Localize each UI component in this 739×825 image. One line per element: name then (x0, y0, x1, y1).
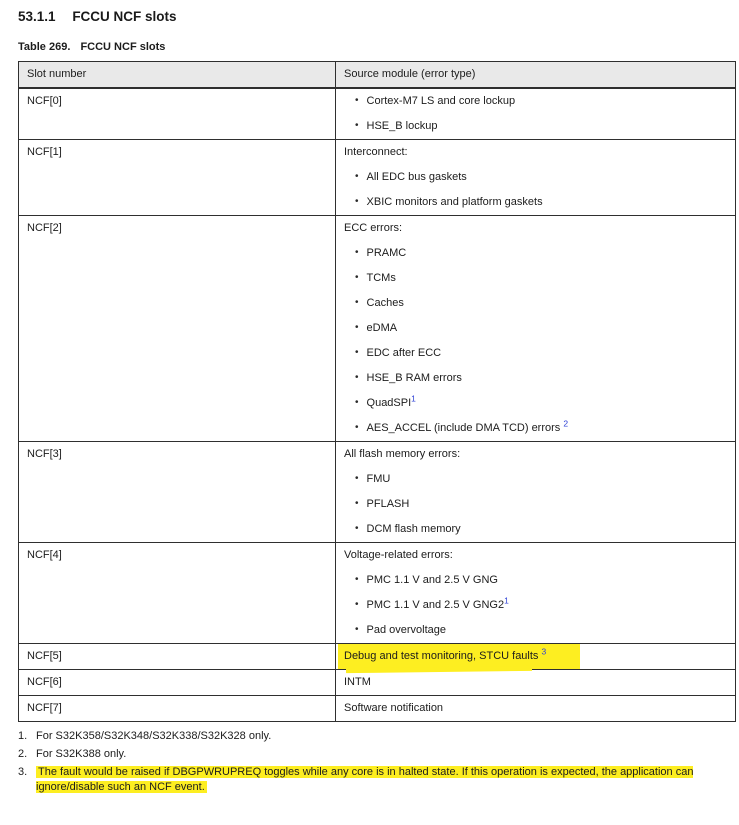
document-page (0, 9, 739, 825)
bullet-icon: • (355, 372, 359, 383)
slot-number-cell (19, 696, 336, 722)
slot-number-cell (19, 670, 336, 696)
list-item (344, 467, 727, 492)
bullet-icon: • (355, 171, 359, 182)
list-item (344, 568, 727, 593)
section-heading (18, 9, 739, 24)
source-module-cell (336, 696, 736, 722)
source-module-cell (336, 140, 736, 216)
list-item (344, 416, 727, 441)
source-module-cell (336, 442, 736, 543)
table-header-row (19, 62, 736, 89)
bullet-icon: • (355, 322, 359, 333)
list-item (344, 593, 727, 618)
source-module-list (344, 165, 727, 215)
list-item-text: Caches (366, 297, 404, 309)
list-item-text: DCM flash memory (366, 523, 461, 535)
list-item (344, 391, 727, 416)
source-module-cell (336, 543, 736, 644)
footnote-number: 1. (18, 730, 28, 742)
source-module-cell (336, 88, 736, 140)
list-item-text: HSE_B lockup (366, 120, 438, 132)
list-item-text: FMU (366, 473, 391, 485)
highlight-annotation: Debug and test monitoring, STCU faults $^3$ (338, 644, 580, 669)
bullet-icon: • (355, 473, 359, 484)
footnote (18, 729, 739, 744)
highlighted-footnote-text: The fault would be raised if DBGPWRUPREQ toggles while any core is in halted state. If this operation is expected, the application can ignore/disable such an NCF event. (36, 766, 694, 793)
bullet-icon: • (355, 120, 359, 131)
table-caption-label: Table 269. (18, 41, 71, 53)
bullet-icon: • (355, 574, 359, 585)
source-module-list (344, 241, 727, 441)
slot-number: NCF[1] (27, 146, 62, 158)
slot-number: NCF[2] (27, 222, 62, 234)
footnote-text (36, 765, 712, 795)
slot-number-cell (19, 88, 336, 140)
footnote (18, 765, 739, 795)
source-module-intro: All flash memory errors: (344, 448, 461, 460)
slot-number-cell (19, 644, 336, 670)
list-item-text: eDMA (366, 322, 398, 334)
slot-number-cell (19, 543, 336, 644)
list-item-text: Cortex-M7 LS and core lockup (366, 95, 516, 107)
list-item-text: Pad overvoltage (366, 624, 447, 636)
bullet-icon: • (355, 498, 359, 509)
bullet-icon: • (355, 347, 359, 358)
source-module-cell (336, 644, 736, 670)
source-module-intro: ECC errors: (344, 222, 403, 234)
list-item-text: TCMs (366, 272, 396, 284)
list-item-text: EDC after ECC (366, 347, 442, 359)
table-caption (18, 41, 739, 53)
list-item-text: All EDC bus gaskets (366, 171, 467, 183)
list-item (344, 366, 727, 391)
slot-number: NCF[0] (27, 95, 62, 107)
source-module-intro: INTM (344, 676, 371, 688)
footnote-text (36, 729, 712, 744)
source-module-intro: Voltage-related errors: (344, 549, 453, 561)
list-item (344, 114, 727, 139)
list-item (344, 517, 727, 542)
column-header-slot-number: Slot number (19, 62, 336, 89)
bullet-icon: • (355, 624, 359, 635)
slot-number: NCF[5] (27, 650, 62, 662)
footnote-ref[interactable]: 3 (541, 646, 547, 657)
footnote-ref[interactable]: 2 (563, 418, 569, 429)
footnotes (18, 729, 739, 795)
bullet-icon: • (355, 272, 359, 283)
list-item (344, 341, 727, 366)
list-item-text: XBIC monitors and platform gaskets (366, 196, 543, 208)
bullet-icon: • (355, 95, 359, 106)
bullet-icon: • (355, 196, 359, 207)
slot-number: NCF[3] (27, 448, 62, 460)
list-item (344, 89, 727, 114)
footnote-ref[interactable]: 1 (504, 595, 509, 606)
table-row (19, 696, 736, 722)
table-body (19, 88, 736, 722)
source-module-list (344, 467, 727, 542)
table-row (19, 670, 736, 696)
table-caption-title: FCCU NCF slots (80, 41, 166, 53)
list-item-text: PMC 1.1 V and 2.5 V GNG (366, 574, 498, 586)
bullet-icon: • (355, 523, 359, 534)
footnote-text-content: For S32K388 only. (36, 748, 127, 760)
list-item-text: PMC 1.1 V and 2.5 V GNG2 (366, 599, 505, 611)
table-row (19, 543, 736, 644)
slot-number: NCF[7] (27, 702, 62, 714)
source-module-cell (336, 670, 736, 696)
table-row (19, 140, 736, 216)
slot-number: NCF[6] (27, 676, 62, 688)
table-row (19, 216, 736, 442)
bullet-icon: • (355, 422, 359, 433)
source-module-intro: Interconnect: (344, 146, 408, 158)
table-header (19, 62, 736, 89)
table-row (19, 88, 736, 140)
slot-number-cell (19, 442, 336, 543)
footnote (18, 747, 739, 762)
table-row (19, 442, 736, 543)
list-item (344, 190, 727, 215)
list-item (344, 241, 727, 266)
source-module-cell (336, 216, 736, 442)
list-item (344, 165, 727, 190)
footnote-number: 2. (18, 748, 28, 760)
list-item-text: PFLASH (366, 498, 410, 510)
list-item (344, 316, 727, 341)
bullet-icon: • (355, 599, 359, 610)
bullet-icon: • (355, 297, 359, 308)
source-module-intro (344, 644, 727, 669)
section-number: 53.1.1 (18, 9, 56, 24)
source-module-list (344, 568, 727, 643)
list-item (344, 618, 727, 643)
slot-number: NCF[4] (27, 549, 62, 561)
bullet-icon: • (355, 247, 359, 258)
list-item (344, 291, 727, 316)
list-item-text: HSE_B RAM errors (366, 372, 462, 384)
slot-number-cell (19, 140, 336, 216)
source-module-intro: Software notification (344, 702, 444, 714)
footnote-text (36, 747, 712, 762)
list-item (344, 266, 727, 291)
footnote-number: 3. (18, 766, 28, 778)
fccu-ncf-slots-table (18, 61, 736, 722)
list-item-text: PRAMC (366, 247, 407, 259)
section-title: FCCU NCF slots (72, 9, 177, 24)
slot-number-cell (19, 216, 336, 442)
footnote-text-content: For S32K358/S32K348/S32K338/S32K328 only. (36, 730, 272, 742)
table-row (19, 644, 736, 670)
footnote-ref[interactable]: 1 (411, 393, 416, 404)
column-header-source-module: Source module (error type) (336, 62, 736, 89)
list-item-text: AES_ACCEL (include DMA TCD) errors (366, 422, 564, 434)
list-item-text: QuadSPI (366, 397, 412, 409)
source-module-list (344, 89, 727, 139)
list-item (344, 492, 727, 517)
bullet-icon: • (355, 397, 359, 408)
